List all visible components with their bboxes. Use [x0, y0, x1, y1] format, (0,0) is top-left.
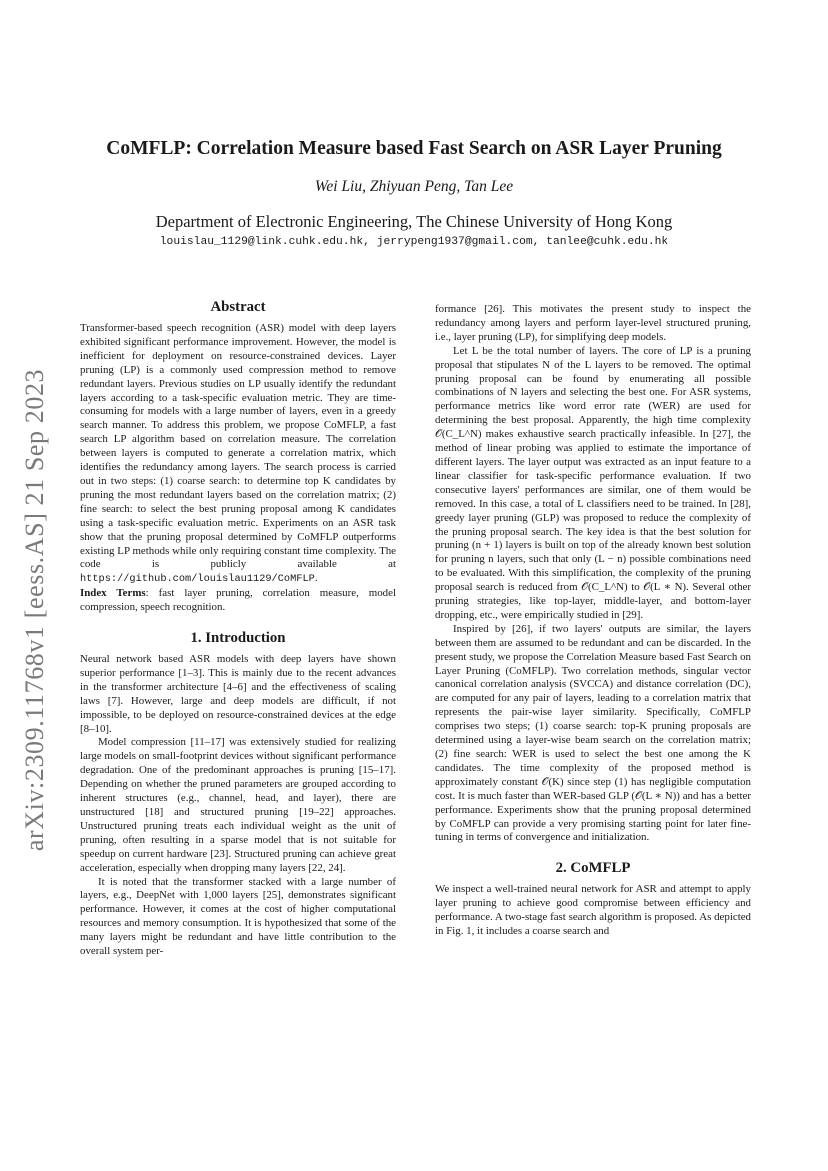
abstract-heading: Abstract: [210, 299, 266, 315]
abstract-text: Transformer-based speech recognition (ASR) model with deep layers exhibited significant performance improvement. However, the model is inefficient for deployment on resource-constrained devices. Layer pruning (LP) is a commonly used compression method to remove redundant layers. Previous studies on LP usually identify the redundant layers according to a task-specific evaluation metric. They are time-consuming for models with a large number of layers, even in a greedy search manner. To address this problem, we propose CoMFLP, a fast search LP algorithm based on correlation measure. The correlation between layers is computed to generate a correlation matrix, which identifies the redundancy among layers. The search process is carried out in two steps: (1) coarse search: to determine top K candidates by pruning the most redundant layers based on the correlation matrix; (2) fine search: to select the best pruning proposal among K candidates using a task-specific evaluation metric. Experiments on an ASR task show that the pruning proposal determined by CoMFLP outperforms existing LP methods while only requiring constant time complexity. The code is publicly available at https://github.com/louislau1129/CoMFLP.: [80, 322, 396, 586]
author-emails: louislau_1129@link.cuhk.edu.hk, jerrypeng1937@gmail.com, tanlee@cuhk.edu.hk: [159, 236, 669, 248]
right-column: [435, 303, 751, 939]
right-paragraph-4: We inspect a well-trained neural network for ASR and attempt to apply layer pruning to achieve good compromise between efficiency and performance. A two-stage fast search algorithm is proposed. As depicted in Fig. 1, it includes a coarse search and: [435, 883, 751, 938]
intro-paragraph-3: It is noted that the transformer stacked with a large number of layers, e.g., DeepNet with 1,000 layers [25], demonstrates significant performance. However, it comes at the cost of higher computational resources and memory consumption. It is hypothesized that some of the many layers might be redundant and have little contribution to the overall system per-: [80, 875, 396, 958]
authors: Wei Liu, Zhiyuan Peng, Tan Lee: [314, 178, 514, 195]
left-column: [80, 298, 396, 959]
abstract-body: Transformer-based speech recognition (ASR) model with deep layers exhibited significant performance improvement. However, the model is inefficient for deployment on resource-constrained devices. Layer pruning (LP) is a commonly used compression method to remove redundant layers. Previous studies on LP usually identify the redundant layers according to a task-specific evaluation metric. They are time-consuming for models with a large number of layers, even in a greedy search manner. To address this problem, we propose CoMFLP, a fast search LP algorithm based on correlation measure. The correlation between layers is computed to generate a correlation matrix, which identifies the redundancy among layers. The search process is carried out in two steps: (1) coarse search: to determine top K candidates by pruning the most redundant layers based on the correlation matrix; (2) fine search: to select the best pruning proposal among K candidates using a task-specific evaluation metric. Experiments on an ASR task show that the pruning proposal determined by CoMFLP outperforms existing LP methods while only requiring constant time complexity. The code is publicly available at: [80, 322, 396, 571]
index-terms-label: Index Terms: [80, 587, 146, 600]
intro-paragraph-1: Neural network based ASR models with deep layers have shown superior performance [1–3]. This is mainly due to the recent advances in the transformer architecture [4–6] and the effectiveness of scaling laws [7]. However, large and deep models are difficult, if not impossible, to be deployed on resource-constrained devices at the edge [8–10].: [80, 653, 396, 735]
index-terms-text: : fast layer pruning, correlation measure, model compression, speech recognition.: [80, 587, 396, 614]
right-paragraph-2: Let L be the total number of layers. The core of LP is a pruning proposal that stipulates N of the L layers to be removed. The optimal pruning proposal can be found by enumerating all possible combinations of N layers and selecting the best one. For ASR systems, performance metrics like word error rate (WER) are used for determining the best proposal. Apparently, the high time complexity 𝒪(C_L^N) makes exhaustive search practically infeasible. In [27], the method of linear probing was applied to estimate the importance of different layers. The layer output was extracted as an input feature to a linear classifier for task-specific performance evaluation. If two consecutive layers' performances are similar, one of them would be removed. In this case, a total of L classifiers need to be trained. In [28], greedy layer pruning (GLP) was proposed to reduce the complexity of the pruning proposal search. The key idea is that the best solution for pruning (n + 1) layers is built on top of the already known best solution for pruning n layers, such that only (L − n) possible combinations need to be evaluated. With this simplification, the complexity of the pruning proposal search is reduced from 𝒪(C_L^N) to 𝒪(L ∗ N). Several other pruning strategies, like top-layer, middle-layer, and bottom-layer dropping, etc., were empirically studied in [29].: [435, 344, 751, 621]
right-paragraph-1: formance [26]. This motivates the present study to inspect the redundancy among layers and perform layer-level structured pruning, i.e., layer pruning (LP), for simplifying deep models.: [435, 303, 751, 343]
affiliation: Department of Electronic Engineering, The Chinese University of Hong Kong: [155, 212, 673, 231]
right-paragraph-3: Inspired by [26], if two layers' outputs are similar, the layers between them are assumed to be redundant and can be discarded. In the present study, we propose the Correlation Measure based Fast Search on Layer Pruning (CoMFLP). Two correlation methods, singular vector canonical correlation analysis (SVCCA) and distance correlation (DC), are computed for any pair of layers, leading to a correlation matrix that represents the pair-wise layer similarity. Specifically, CoMFLP comprises two steps; (1) coarse search: top-K pruning proposals are determined using a layer-wise beam search on the correlation matrix; (2) fine search: WER is used to select the best one among the K candidates. The time complexity of the proposed method is approximately constant 𝒪(K) since step (1) has negligible computation cost. It is much faster than WER-based GLP (𝒪(L ∗ N)) and has a better performance. Experiments show that the pruning proposal determined by CoMFLP can provide a very promising starting point for later fine-tuning in terms of convergence and initialization.: [435, 622, 751, 844]
code-url-link[interactable]: https://github.com/louislau1129/CoMFLP: [80, 573, 315, 586]
comflp-heading: 2. CoMFLP: [555, 860, 631, 877]
arxiv-identifier-text: arXiv:2309.11768v1 [eess.AS] 21 Sep 2023: [20, 368, 49, 852]
introduction-heading: 1. Introduction: [190, 630, 286, 647]
intro-paragraph-2: Model compression [11–17] was extensively studied for realizing large models on small-footprint devices without significant performance degradation. One of the predominant approaches is pruning [15–17]. Depending on whether the pruned parameters are grouped according to inherent structures (e.g., channel, head, and layer), there are unstructured [18] and structured pruning [19–22] approaches. Unstructured pruning treats each individual weight as the unit of pruning, often resulting in a sparse model that is not suitable for speedup on current hardware [23]. Structured pruning can achieve great acceleration, especially when dropping many layers [22, 24].: [80, 736, 396, 874]
arxiv-identifier: [10, 345, 60, 875]
index-terms: [80, 587, 396, 615]
paper-title: CoMFLP: Correlation Measure based Fast Search on ASR Layer Pruning: [106, 138, 722, 159]
